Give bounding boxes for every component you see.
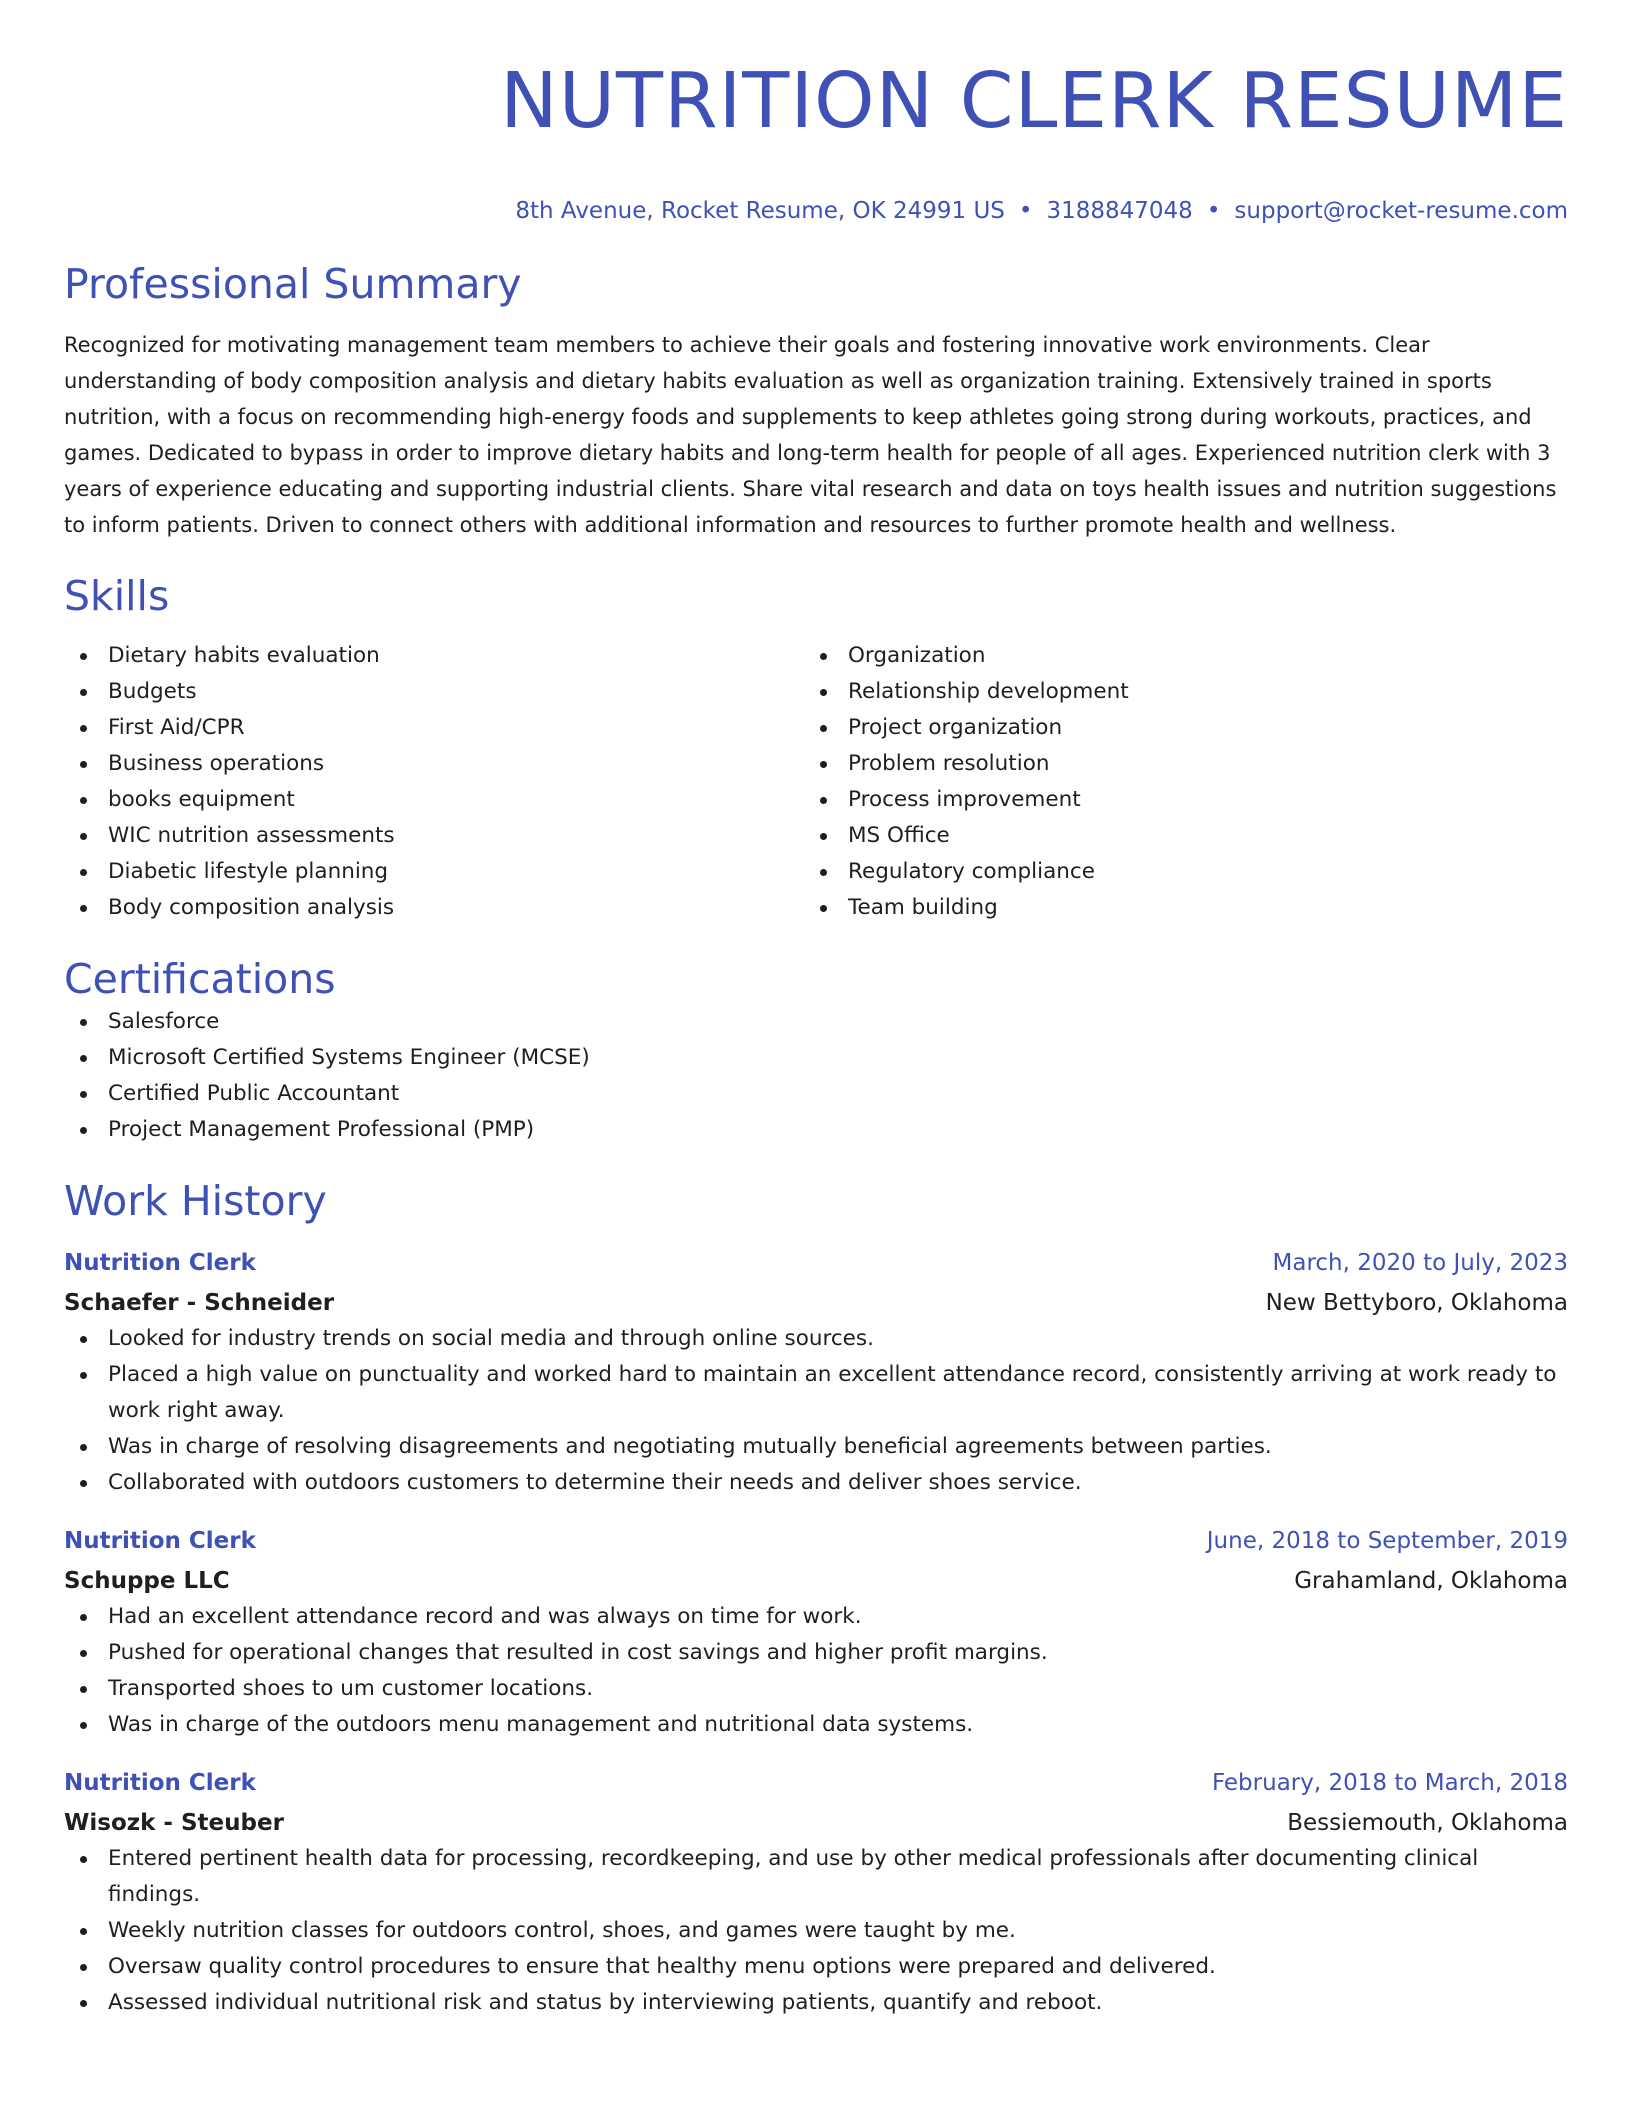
job-title: Nutrition Clerk (64, 1250, 256, 1276)
job-bullet: Collaborated with outdoors customers to determine their needs and deliver shoes service. (64, 1465, 1568, 1501)
job-dates: March, 2020 to July, 2023 (1272, 1250, 1568, 1276)
resume-title: NUTRITION CLERK RESUME (500, 57, 1568, 146)
job-bullet: Was in charge of resolving disagreements and negotiating mutually beneficial agreements between parties. (64, 1429, 1568, 1465)
skills-column-left (64, 638, 804, 926)
contact-separator: • (1018, 198, 1033, 224)
skill-item: Project organization (804, 710, 1544, 746)
job-bullet: Transported shoes to um customer locations. (64, 1671, 1568, 1707)
job-company: Wisozk - Steuber (64, 1810, 284, 1836)
job-bullets (64, 1321, 1568, 1501)
job-bullet: Assessed individual nutritional risk and status by interviewing patients, quantify and reboot. (64, 1985, 1568, 2021)
skill-item: WIC nutrition assessments (64, 818, 804, 854)
contact-phone: 3188847048 (1046, 198, 1193, 224)
job-location: New Bettyboro, Oklahoma (1265, 1290, 1568, 1316)
job-bullet: Oversaw quality control procedures to ensure that healthy menu options were prepared and delivered. (64, 1949, 1568, 1985)
skill-item: books equipment (64, 782, 804, 818)
certification-item: Microsoft Certified Systems Engineer (MCSE) (64, 1040, 1568, 1076)
work-history-list (64, 1245, 1568, 2021)
certifications-list (64, 1004, 1568, 1148)
contact-line (64, 196, 1568, 226)
skill-item: Diabetic lifestyle planning (64, 854, 804, 890)
contact-address: 8th Avenue, Rocket Resume, OK 24991 US (515, 198, 1005, 224)
job-bullet: Pushed for operational changes that resulted in cost savings and higher profit margins. (64, 1635, 1568, 1671)
job-bullet: Was in charge of the outdoors menu management and nutritional data systems. (64, 1707, 1568, 1743)
skill-item: First Aid/CPR (64, 710, 804, 746)
certifications-heading: Certifications (64, 955, 336, 1003)
job-title: Nutrition Clerk (64, 1528, 256, 1554)
job-entry (64, 1245, 1568, 1501)
job-company-row (64, 1559, 1568, 1599)
resume-header (64, 50, 1568, 226)
contact-separator: • (1206, 198, 1221, 224)
skill-item: Dietary habits evaluation (64, 638, 804, 674)
job-dates: June, 2018 to September, 2019 (1206, 1528, 1568, 1554)
skill-item: Regulatory compliance (804, 854, 1544, 890)
skills-column-right (804, 638, 1544, 926)
job-company: Schuppe LLC (64, 1568, 230, 1594)
job-entry (64, 1523, 1568, 1743)
job-bullet: Looked for industry trends on social media and through online sources. (64, 1321, 1568, 1357)
job-bullets (64, 1599, 1568, 1743)
skills-grid (64, 638, 1568, 926)
job-location: Bessiemouth, Oklahoma (1287, 1810, 1568, 1836)
skill-item: Budgets (64, 674, 804, 710)
job-dates: February, 2018 to March, 2018 (1211, 1770, 1568, 1796)
certification-item: Certified Public Accountant (64, 1076, 1568, 1112)
job-title: Nutrition Clerk (64, 1770, 256, 1796)
skill-item: Business operations (64, 746, 804, 782)
skill-item: Process improvement (804, 782, 1544, 818)
skills-heading: Skills (64, 572, 170, 620)
job-bullet: Had an excellent attendance record and was always on time for work. (64, 1599, 1568, 1635)
certification-item: Salesforce (64, 1004, 1568, 1040)
job-company-row (64, 1281, 1568, 1321)
certification-item: Project Management Professional (PMP) (64, 1112, 1568, 1148)
skills-list-right (804, 638, 1544, 926)
skill-item: Organization (804, 638, 1544, 674)
contact-email[interactable]: support@rocket-resume.com (1234, 198, 1568, 224)
job-bullets (64, 1841, 1568, 2021)
job-bullet: Entered pertinent health data for processing, recordkeeping, and use by other medical professionals after documenting clinical findings. (64, 1841, 1568, 1913)
skill-item: Team building (804, 890, 1544, 926)
summary-text: Recognized for motivating management team members to achieve their goals and fostering innovative work environments. Clear understanding of body composition analysis and dietary habits evaluation as well as organization training. Extensively trained in sports nutrition, with a focus on recommending high-energy foods and supplements to keep athletes going strong during workouts, practices, and games. Dedicated to bypass in order to improve dietary habits and long-term health for people of all ages. Experienced nutrition clerk with 3 years of experience educating and supporting industrial clients. Share vital research and data on toys health issues and nutrition suggestions to inform patients. Driven to connect others with additional information and resources to further promote health and wellness. (64, 333, 1557, 537)
skill-item: Problem resolution (804, 746, 1544, 782)
skill-item: Body composition analysis (64, 890, 804, 926)
job-title-row (64, 1245, 1568, 1281)
job-entry (64, 1765, 1568, 2021)
job-title-row (64, 1523, 1568, 1559)
job-company: Schaefer - Schneider (64, 1290, 335, 1316)
skill-item: Relationship development (804, 674, 1544, 710)
job-title-row (64, 1765, 1568, 1801)
job-bullet: Placed a high value on punctuality and worked hard to maintain an excellent attendance record, consistently arriving at work ready to work right away. (64, 1357, 1568, 1429)
job-bullet: Weekly nutrition classes for outdoors control, shoes, and games were taught by me. (64, 1913, 1568, 1949)
skills-list-left (64, 638, 804, 926)
job-location: Grahamland, Oklahoma (1294, 1568, 1568, 1594)
work-history-heading: Work History (64, 1177, 327, 1225)
job-company-row (64, 1801, 1568, 1841)
skill-item: MS Office (804, 818, 1544, 854)
summary-heading: Professional Summary (64, 260, 522, 308)
